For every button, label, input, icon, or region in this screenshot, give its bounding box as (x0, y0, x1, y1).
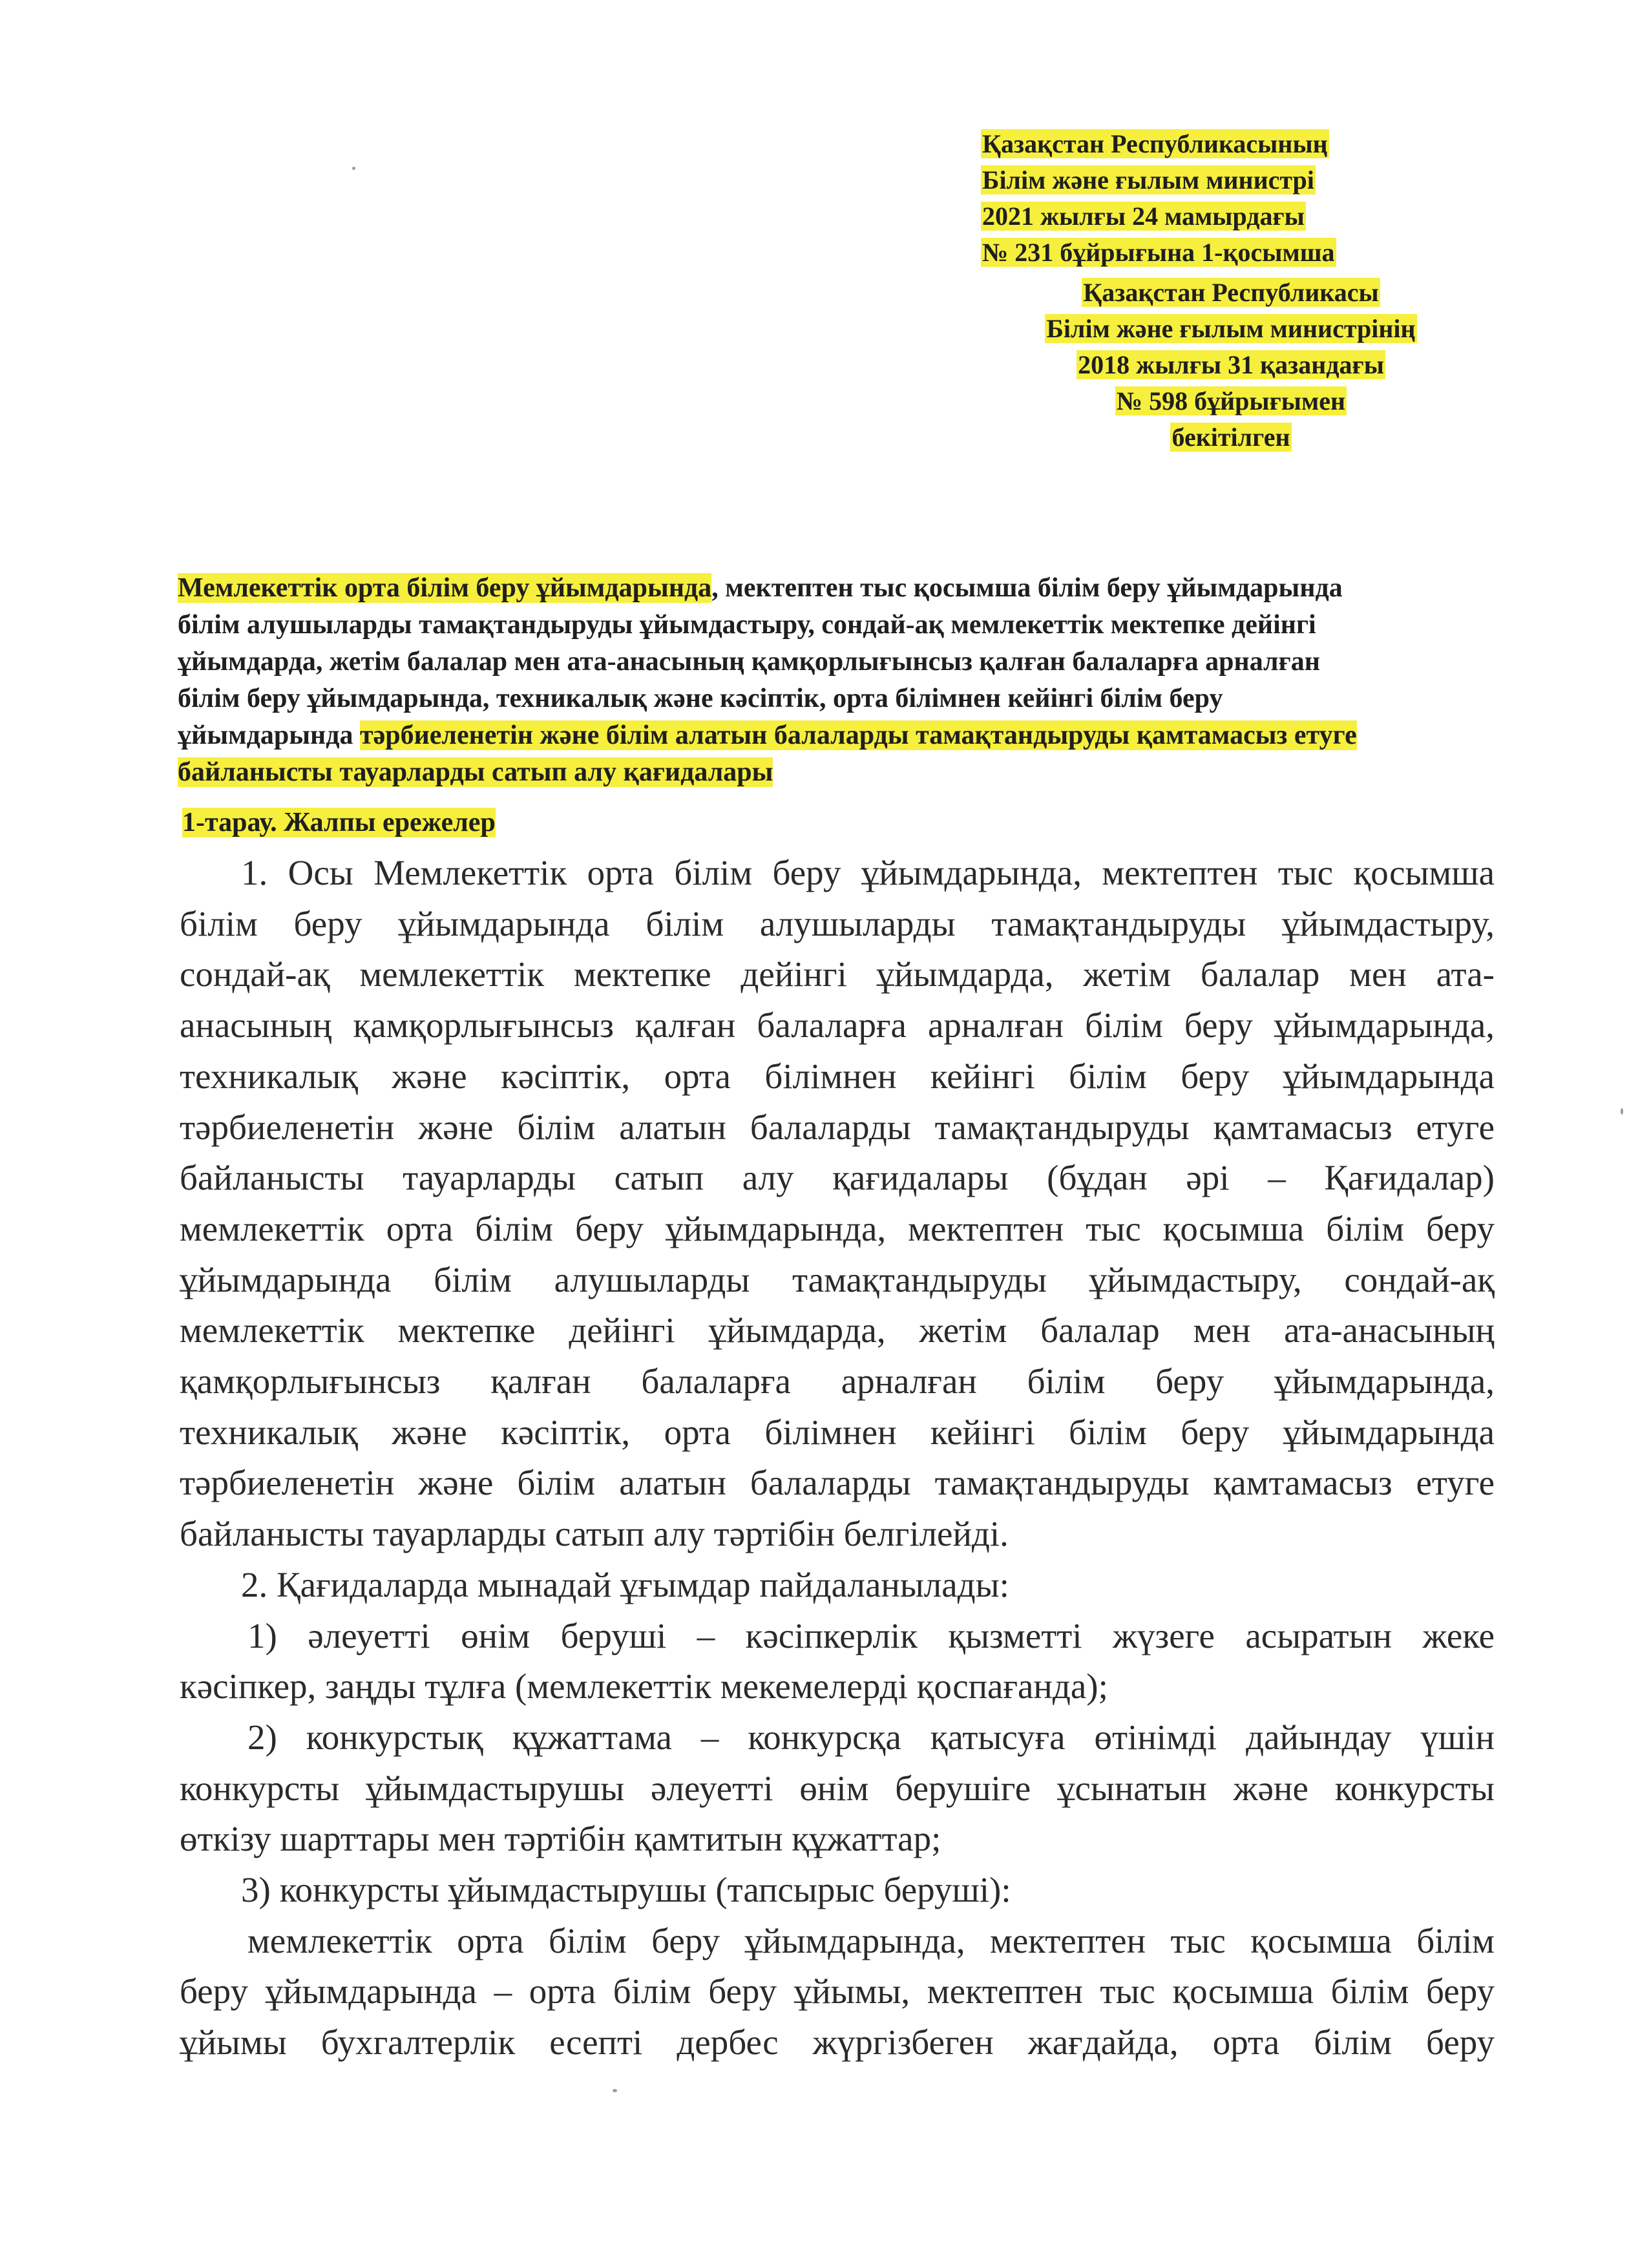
paragraph-line: тәрбиеленетін және білім алатын балаларды тамақтандыруды қамтамасыз етуге (180, 1463, 1495, 1503)
paragraph-line: кәсіпкер, заңды тұлға (мемлекеттік мекемелерді қоспағанда); (180, 1666, 1108, 1706)
paragraph-line: 1) әлеуетті өнім беруші – кәсіпкерлік қызметті жүзеге асыратын жеке (247, 1615, 1495, 1655)
stamp2-line: № 598 бұйрығымен (1116, 386, 1346, 415)
scan-speck (613, 2089, 617, 2092)
title-highlight: Мемлекеттік орта білім беру ұйымдарында (178, 573, 712, 603)
stamp1-line: № 231 бұйрығына 1-қосымша (982, 238, 1335, 267)
title-highlight: байланысты тауарларды сатып алу қағидалары (178, 757, 773, 787)
body-text (180, 848, 1495, 2068)
stamp1-line: Қазақстан Республикасының (982, 129, 1328, 158)
paragraph-line: анасының қамқорлығынсыз қалған балаларға арналған білім беру ұйымдарында, (180, 1005, 1495, 1045)
paragraph-line: байланысты тауарларды сатып алу қағидалары (бұдан әрі – Қағидалар) (180, 1158, 1495, 1198)
paragraph-line: 2) конкурстық құжаттама – конкурсқа қатысуға өтінімді дайындау үшін (247, 1717, 1495, 1757)
paragraph-line: 3) конкурсты ұйымдастырушы (тапсырыс беруші): (241, 1870, 1011, 1910)
title-highlight: тәрбиеленетін және білім алатын балаларды тамақтандыруды қамтамасыз етуге (359, 720, 1357, 750)
paragraph-line: мемлекеттік орта білім беру ұйымдарында, мектептен тыс қосымша білім (247, 1920, 1495, 1960)
paragraph-line: техникалық және кәсіптік, орта білімнен кейінгі білім беру ұйымдарында (180, 1412, 1495, 1452)
paragraph-line: беру ұйымдарында – орта білім беру ұйымы, мектептен тыс қосымша білім беру (180, 1971, 1495, 2011)
stamp1-line: Білім және ғылым министрі (982, 165, 1314, 194)
title-line: білім алушыларды тамақтандыруды ұйымдастыру, сондай-ақ мемлекеттік мектепке дейінгі (178, 610, 1316, 640)
paragraph-line: ұйымдарында білім алушыларды тамақтандыруды ұйымдастыру, сондай-ақ (180, 1259, 1495, 1299)
paragraph-line: мемлекеттік мектепке дейінгі ұйымдарда, жетім балалар мен ата-анасының (180, 1310, 1495, 1350)
title-text: , мектептен тыс қосымша білім беру ұйымдарында (711, 573, 1343, 603)
chapter-heading-text: 1-тарау. Жалпы ережелер (182, 808, 496, 837)
paragraph-line: білім беру ұйымдарында білім алушыларды тамақтандыруды ұйымдастыру, (180, 903, 1495, 943)
approval-stamp-order-598 (1034, 275, 1428, 456)
stamp2-line: 2018 жылғы 31 қазандағы (1078, 350, 1384, 379)
stamp2-line: бекітілген (1171, 423, 1290, 452)
scan-speck (1621, 1108, 1623, 1115)
title-text: ұйымдарында (178, 720, 360, 750)
paragraph-line: сондай-ақ мемлекеттік мектепке дейінгі ұйымдарда, жетім балалар мен ата- (180, 954, 1495, 994)
paragraph-line: өткізу шарттары мен тәртібін қамтитын құжаттар; (180, 1819, 941, 1859)
stamp2-line: Білім және ғылым министрінің (1046, 314, 1416, 343)
paragraph-line: 1. Осы Мемлекеттік орта білім беру ұйымдарында, мектептен тыс қосымша (241, 853, 1495, 892)
chapter-heading (182, 804, 496, 841)
title-line: білім беру ұйымдарында, техникалық және кәсіптік, орта білімнен кейінгі білім беру (178, 684, 1223, 713)
paragraph-line: мемлекеттік орта білім беру ұйымдарында, мектептен тыс қосымша білім беру (180, 1208, 1495, 1248)
paragraph-line: техникалық және кәсіптік, орта білімнен кейінгі білім беру ұйымдарында (180, 1056, 1495, 1096)
paragraph-line: байланысты тауарларды сатып алу тәртібін белгілейді. (180, 1514, 1009, 1554)
paragraph-line: ұйымы бухгалтерлік есепті дербес жүргізбеген жағдайда, орта білім беру (180, 2022, 1495, 2063)
scan-speck (352, 167, 355, 170)
paragraph-line: қамқорлығынсыз қалған балаларға арналған білім беру ұйымдарында, (180, 1361, 1495, 1402)
stamp1-line: 2021 жылғы 24 мамырдағы (982, 202, 1305, 231)
paragraph-line: 2. Қағидаларда мынадай ұғымдар пайдаланылады: (241, 1564, 1009, 1604)
document-title (178, 570, 1476, 791)
paragraph-line: конкурсты ұйымдастырушы әлеуетті өнім берушіге ұсынатын және конкурсты (180, 1768, 1495, 1808)
approval-stamp-order-231 (981, 126, 1336, 271)
title-line: ұйымдарда, жетім балалар мен ата-анасының қамқорлығынсыз қалған балаларға арналған (178, 647, 1320, 677)
stamp2-line: Қазақстан Республикасы (1083, 278, 1379, 307)
paragraph-line: тәрбиеленетін және білім алатын балаларды тамақтандыруды қамтамасыз етуге (180, 1107, 1495, 1147)
